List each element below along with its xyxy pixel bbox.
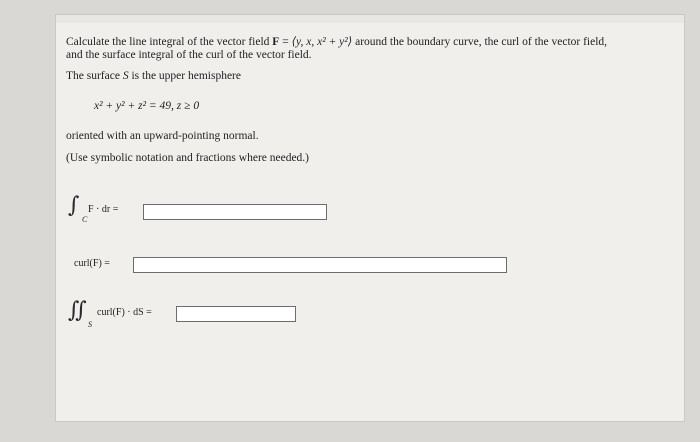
- problem-line-1-prefix: Calculate the line integral of the vector field: [66, 36, 270, 48]
- integral-subscript-s: S: [88, 320, 92, 329]
- curl-input[interactable]: [133, 257, 507, 273]
- integral-symbol: ∫: [68, 193, 80, 218]
- problem-line-2: and the surface integral of the curl of the vector field.: [66, 49, 312, 61]
- surface-intro-prefix: The surface: [66, 70, 120, 82]
- field-definition: ⟨y, x, x² + y²⟩: [291, 36, 353, 48]
- surface-integral-input[interactable]: [176, 306, 296, 322]
- integral-subscript-c: C: [82, 215, 88, 224]
- question-panel: [55, 14, 685, 422]
- curl-label: curl(F) =: [74, 258, 110, 269]
- orientation-text: oriented with an upward-pointing normal.: [66, 130, 259, 142]
- surface-intro: [66, 69, 241, 83]
- problem-line-1: [66, 35, 607, 49]
- field-symbol: F: [272, 36, 280, 48]
- notation-hint: (Use symbolic notation and fractions where needed.): [66, 152, 310, 164]
- double-integral-symbol: ∬: [68, 298, 87, 323]
- panel-top-strip: [56, 15, 684, 23]
- surface-symbol: S: [122, 70, 129, 82]
- line-integral-input[interactable]: [143, 204, 327, 220]
- equals-sign: =: [282, 36, 289, 48]
- hemisphere-equation: x² + y² + z² = 49, z ≥ 0: [94, 100, 200, 112]
- problem-line-1-suffix: around the boundary curve, the curl of the vector field,: [355, 36, 608, 48]
- surface-intro-suffix: is the upper hemisphere: [131, 70, 241, 82]
- surface-integral-label: curl(F) · dS =: [97, 307, 152, 318]
- line-integral-label: F · dr =: [88, 204, 119, 215]
